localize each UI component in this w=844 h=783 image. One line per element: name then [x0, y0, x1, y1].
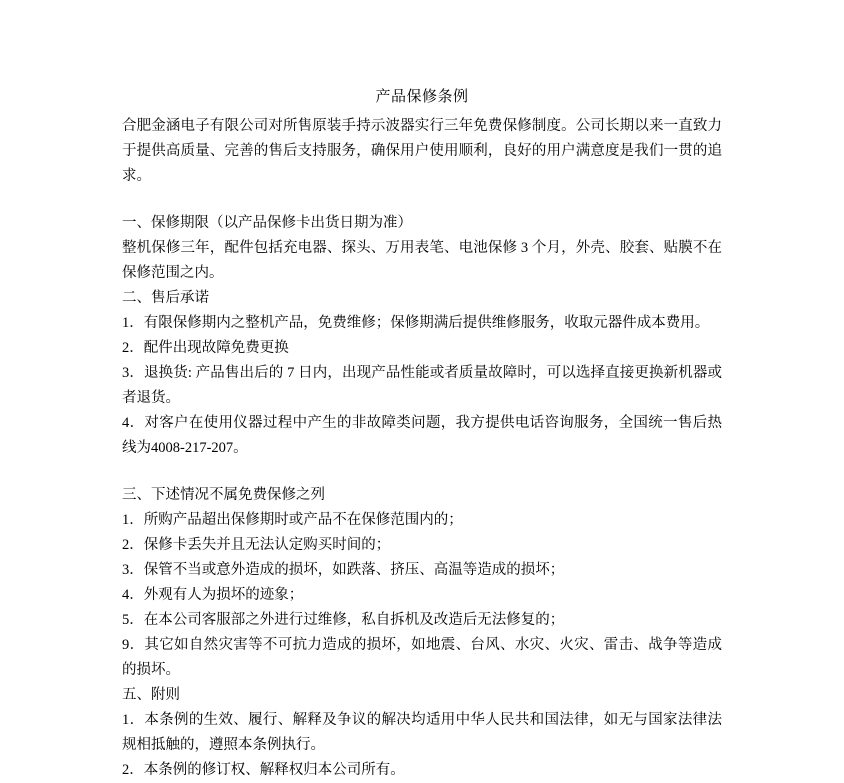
section-line: 2．本条例的修订权、解释权归本公司所有。: [122, 762, 405, 778]
intro-paragraph: 合肥金涵电子有限公司对所售原装手持示波器实行三年免费保修制度。公司长期以来一直致力于提供高质量、完善的售后支持服务，确保用户使用顺利，良好的用户满意度是我们一贯的追求。: [122, 118, 722, 184]
section-heading-supplementary: 五、附则: [122, 687, 180, 703]
section-line: 3．退换货: 产品售出后的 7 日内，出现产品性能或者质量故障时，可以选择直接更换新机器或者退货。: [122, 365, 722, 406]
section-line: 1．所购产品超出保修期时或产品不在保修范围内的；: [122, 512, 463, 528]
section-heading-after-sales: 二、售后承诺: [122, 290, 209, 306]
section-line: 4．外观有人为损坏的迹象；: [122, 587, 304, 603]
section-spacer: [122, 461, 722, 483]
section-heading-exclusions: 三、下述情况不属免费保修之列: [122, 487, 325, 503]
section-heading-warranty-period: 一、保修期限（以产品保修卡出货日期为准）: [122, 215, 412, 231]
section-line: 1．本条例的生效、履行、解释及争议的解决均适用中华人民共和国法律，如无与国家法律法规相抵触的，遵照本条例执行。: [122, 712, 722, 753]
section-line: 4．对客户在使用仪器过程中产生的非故障类问题，我方提供电话咨询服务，全国统一售后热线为4008-217-207。: [122, 415, 722, 456]
section-line: 9．其它如自然灾害等不可抗力造成的损坏，如地震、台风、水灾、火灾、雷击、战争等造成的损坏。: [122, 637, 722, 678]
section-line: 整机保修三年，配件包括充电器、探头、万用表笔、电池保修 3 个月，外壳、胶套、贴膜不在保修范围之内。: [122, 240, 722, 281]
section-line: 2．配件出现故障免费更换: [122, 340, 289, 356]
section-line: 2．保修卡丢失并且无法认定购买时间的；: [122, 537, 391, 553]
section-line: 5．在本公司客服部之外进行过维修，私自拆机及改造后无法修复的；: [122, 612, 565, 628]
section-line: 3．保管不当或意外造成的损坏，如跌落、挤压、高温等造成的损坏；: [122, 562, 565, 578]
page-title: 产品保修条例: [375, 89, 469, 105]
section-spacer: [122, 189, 722, 211]
section-line: 1．有限保修期内之整机产品，免费维修；保修期满后提供维修服务，收取元器件成本费用。: [122, 315, 710, 331]
